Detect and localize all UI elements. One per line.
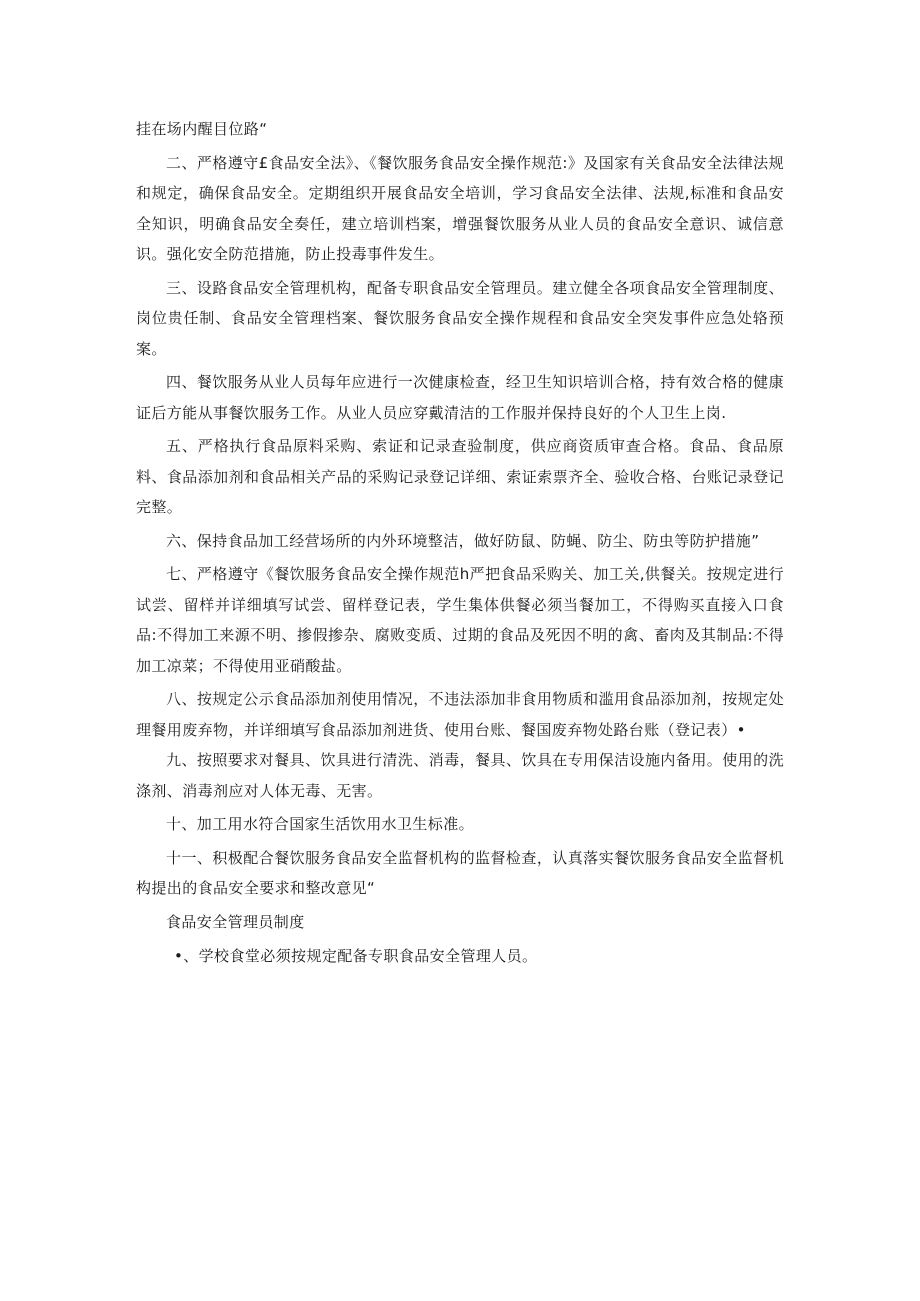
paragraph-continuation: 挂在场内醒目位路“ <box>136 120 268 138</box>
list-item-first: •、学校食堂必须按规定配备专职食品安全管理人员。 <box>174 947 538 965</box>
paragraph-item-7: 七、严格遵守《餐饮服务食品安全操作规范h严把食品采购关、加工关,供餐关。按规定进行试尝、留样并详细填写试尝、留样登记表，学生集体供餐必须当餐加工，不得购买直接入口食品:不得加工来源不明、掺假掺杂、腐败变质、过期的食品及死因不明的禽、畜肉及其制品:不得加工凉菜；不得使用亚硝酸盐。 <box>136 565 784 675</box>
paragraph-item-10: 十、加工用水符合国家生活饮用水卫生标准。 <box>166 815 475 833</box>
paragraph-item-3: 三、设路食品安全管理机构，配备专职食品安全管理员。建立健全各项食品安全管理制度、岗位贵任制、食品安全管理档案、餐饮服务食品安全操作规程和食品安全突发事件应急处辂预案。 <box>136 278 784 358</box>
paragraph-item-2: 二、严格遵守£食品安全法》、《餐饮服务食品安全操作规范:》及国家有关食品安全法律法规和规定，确保食品安全。定期组织开展食品安全培训，学习食品安全法律、法规,标准和食品安全知识，明确食品安全奏任，建立培训档案，增强餐饮服务从业人员的食品安全意识、诚信意识。强化安全防范措施，防止投毒事件发生。 <box>136 153 784 263</box>
section-title: 食品安全管理员制度 <box>166 912 305 931</box>
paragraph-item-9: 九、按照要求对餐具、饮具进行清洗、消毒，餐具、饮具在专用保洁设施内备用。使用的洗涤剂、消毒剂应对人体无毒、无害。 <box>136 751 784 800</box>
paragraph-item-8: 八、按规定公示食品添加剂使用情况，不违法添加非食用物质和滥用食品添加剂，按规定处理餐用废弃物，并详细填写食品添加剂进货、使用台账、餐国废弃物处路台账（登记表）• <box>136 690 784 739</box>
paragraph-item-5: 五、严格执行食品原料采购、索证和记录查验制度，供应商资质审查合格。食品、食品原料、食品添加剂和食品相关产品的采购记录登记详细、索证索票齐全、验收合格、台账记录登记完整。 <box>136 437 784 516</box>
paragraph-item-4: 四、餐饮服务从业人员每年应进行一次健康检查，经卫生知识培训合格，持有效合格的健康证后方能从事餐饮服务工作。从业人员应穿戴清洁的工作服并保持良好的个人卫生上岗. <box>136 373 784 422</box>
document-page <box>136 114 784 972</box>
paragraph-item-6: 六、保持食品加工经营场所的内外环境整洁，做好防鼠、防蝇、防尘、防虫等防护措施” <box>166 531 760 550</box>
paragraph-item-11: 十一、积极配合餐饮服务食品安全监督机构的监督检查，认真落实餐饮服务食品安全监督机构提出的食品安全要求和整改意见“ <box>136 848 784 897</box>
